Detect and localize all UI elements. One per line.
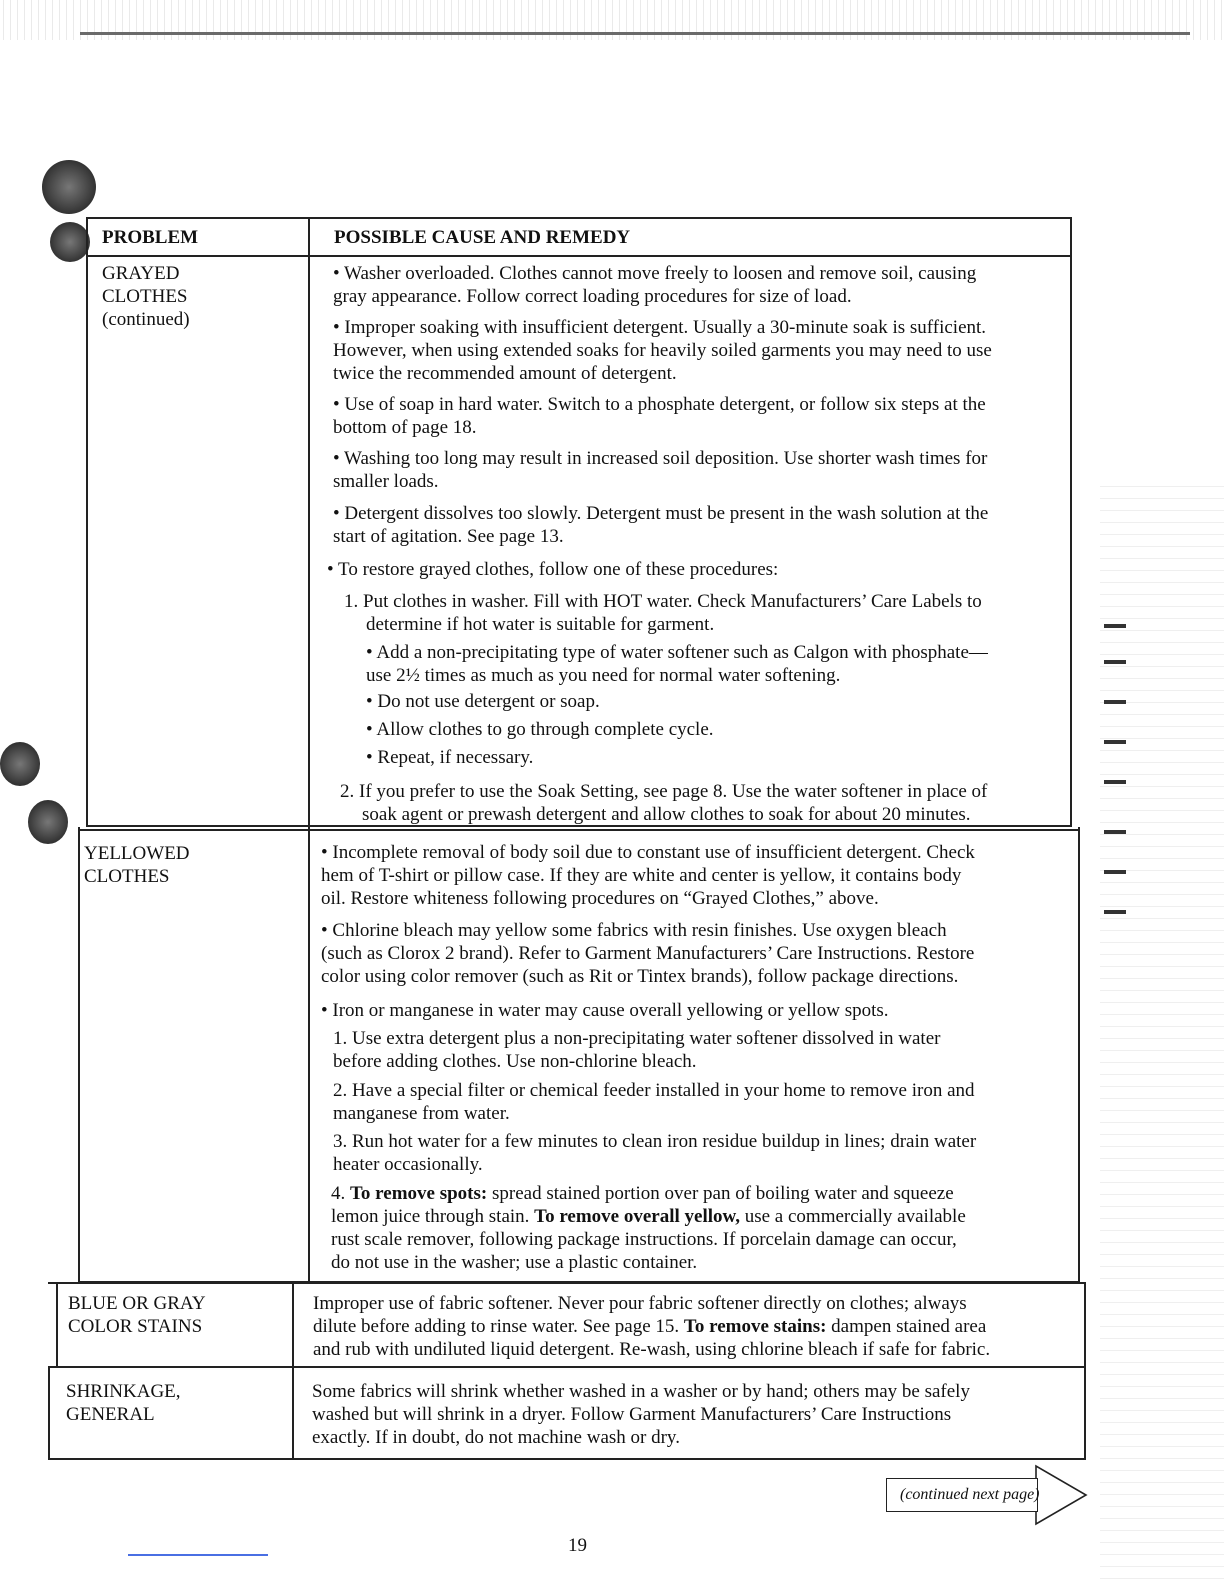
edge-mark bbox=[1104, 910, 1126, 914]
problem-line: (continued) bbox=[102, 309, 190, 330]
remedy-line: Improper use of fabric softener. Never pour fabric softener directly on clothes; always bbox=[313, 1293, 967, 1314]
remedy-line: • Chlorine bleach may yellow some fabrics with resin finishes. Use oxygen bleach bbox=[321, 920, 947, 941]
continued-label: (continued next page) bbox=[900, 1486, 1040, 1503]
remedy-line: manganese from water. bbox=[333, 1103, 510, 1124]
remedy-line: heater occasionally. bbox=[333, 1154, 483, 1175]
remedy-line: 2. Have a special filter or chemical feeder installed in your home to remove iron and bbox=[333, 1080, 975, 1101]
binder-hole-icon bbox=[28, 800, 68, 844]
remedy-line bbox=[313, 1315, 990, 1338]
step-text: dilute before adding to rinse water. See page 15. bbox=[313, 1316, 684, 1337]
restore-sub-cycle bbox=[366, 718, 714, 741]
remedy-line: Some fabrics will shrink whether washed in a washer or by hand; others may be safely bbox=[312, 1381, 970, 1402]
problem-shrinkage bbox=[66, 1380, 181, 1426]
remedy-chlorine bbox=[321, 919, 974, 988]
problem-line: CLOTHES bbox=[102, 286, 188, 307]
remedy-line: rust scale remover, following package instructions. If porcelain damage can occur, bbox=[331, 1229, 957, 1250]
remedy-line: before adding clothes. Use non-chlorine bleach. bbox=[333, 1051, 697, 1072]
remedy-line: • Allow clothes to go through complete cycle. bbox=[366, 719, 714, 740]
problem-line: GENERAL bbox=[66, 1404, 155, 1425]
remedy-line: • Repeat, if necessary. bbox=[366, 747, 534, 768]
step-text: lemon juice through stain. bbox=[331, 1206, 535, 1227]
row-rule bbox=[48, 1366, 1086, 1368]
remedy-line: (such as Clorox 2 brand). Refer to Garment Manufacturers’ Care Instructions. Restore bbox=[321, 943, 975, 964]
remedy-line: and rub with undiluted liquid detergent. Re-wash, using chlorine bleach if safe for fabric. bbox=[313, 1339, 991, 1360]
remedy-body-soil bbox=[321, 841, 975, 910]
problem-line: YELLOWED bbox=[84, 843, 190, 864]
iron-step-3 bbox=[333, 1130, 976, 1176]
arrow-right-icon bbox=[1034, 1462, 1090, 1528]
remedy-line: 1. Put clothes in washer. Fill with HOT water. Check Manufacturers’ Care Labels to bbox=[344, 591, 982, 612]
remedy-line: twice the recommended amount of detergent. bbox=[333, 363, 677, 384]
remedy-line: • Improper soaking with insufficient detergent. Usually a 30-minute soak is sufficient. bbox=[333, 317, 987, 338]
remedy-line: • Detergent dissolves too slowly. Detergent must be present in the wash solution at the bbox=[333, 503, 989, 524]
remedy-overloaded bbox=[333, 262, 976, 308]
column-divider bbox=[308, 219, 310, 825]
remedy-line: hem of T-shirt or pillow case. If they are white and center is yellow, it contains body bbox=[321, 865, 962, 886]
remedy-line: • Washing too long may result in increased soil deposition. Use shorter wash times for bbox=[333, 448, 988, 469]
remedy-line: • Washer overloaded. Clothes cannot move freely to loosen and remove soil, causing bbox=[333, 263, 977, 284]
edge-mark bbox=[1104, 780, 1126, 784]
restore-sub-no-detergent bbox=[366, 690, 600, 713]
restore-step-2 bbox=[340, 780, 987, 826]
edge-mark bbox=[1104, 660, 1126, 664]
problem-yellowed bbox=[84, 842, 190, 888]
remedy-line: use 2½ times as much as you need for normal water softening. bbox=[366, 665, 841, 686]
row-rule bbox=[78, 829, 1080, 831]
bold-text: To remove spots: bbox=[350, 1183, 488, 1204]
remedy-line: exactly. If in doubt, do not machine wash or dry. bbox=[312, 1427, 680, 1448]
edge-mark bbox=[1104, 700, 1126, 704]
binder-hole-icon bbox=[50, 222, 90, 262]
remedy-line: soak agent or prewash detergent and allow clothes to soak for about 20 minutes. bbox=[362, 804, 971, 825]
remedy-line: • Iron or manganese in water may cause overall yellowing or yellow spots. bbox=[321, 1000, 889, 1021]
scan-mark bbox=[128, 1554, 268, 1556]
remedy-line: • Do not use detergent or soap. bbox=[366, 691, 600, 712]
problem-line: SHRINKAGE, bbox=[66, 1381, 181, 1402]
remedy-line: oil. Restore whiteness following procedures on “Grayed Clothes,” above. bbox=[321, 888, 879, 909]
problem-grayed bbox=[102, 262, 190, 331]
iron-step-4 bbox=[331, 1182, 966, 1274]
remedy-line: However, when using extended soaks for heavily soiled garments you may need to use bbox=[333, 340, 992, 361]
restore-sub-softener bbox=[366, 641, 988, 687]
bold-text: To remove overall yellow, bbox=[534, 1206, 740, 1227]
remedy-line: 1. Use extra detergent plus a non-precipitating water softener dissolved in water bbox=[333, 1028, 941, 1049]
remedy-restore-intro bbox=[327, 558, 778, 581]
header-rule bbox=[88, 255, 1070, 257]
remedy-line bbox=[331, 1182, 966, 1205]
top-rule bbox=[80, 32, 1190, 35]
remedy-soaking bbox=[333, 316, 992, 385]
remedy-line: gray appearance. Follow correct loading procedures for size of load. bbox=[333, 286, 852, 307]
edge-mark bbox=[1104, 624, 1126, 628]
bold-text: To remove stains: bbox=[683, 1316, 827, 1337]
remedy-shrinkage bbox=[312, 1380, 970, 1449]
problem-line: GRAYED bbox=[102, 263, 180, 284]
remedy-detergent-slow bbox=[333, 502, 988, 548]
binder-hole-icon bbox=[0, 742, 40, 786]
column-divider bbox=[292, 1282, 294, 1460]
remedy-soap-hard-water bbox=[333, 393, 986, 439]
problem-blue-stains bbox=[68, 1292, 206, 1338]
remedy-line: start of agitation. See page 13. bbox=[333, 526, 564, 547]
problem-line: CLOTHES bbox=[84, 866, 170, 887]
edge-mark bbox=[1104, 830, 1126, 834]
remedy-line: 3. Run hot water for a few minutes to clean iron residue buildup in lines; drain water bbox=[333, 1131, 977, 1152]
remedy-line: • To restore grayed clothes, follow one of these procedures: bbox=[327, 559, 779, 580]
row-edge bbox=[1084, 1282, 1086, 1460]
remedy-line: determine if hot water is suitable for garment. bbox=[366, 614, 715, 635]
remedy-line: • Add a non-precipitating type of water softener such as Calgon with phosphate— bbox=[366, 642, 988, 663]
iron-step-1 bbox=[333, 1027, 940, 1073]
scan-edge-strip bbox=[1100, 480, 1224, 1580]
remedy-line: washed but will shrink in a dryer. Follow Garment Manufacturers’ Care Instructions bbox=[312, 1404, 952, 1425]
step-text: dampen stained area bbox=[826, 1316, 987, 1337]
remedy-iron bbox=[321, 999, 889, 1022]
row-rule bbox=[48, 1282, 1086, 1284]
page-number: 19 bbox=[568, 1535, 587, 1556]
step-text: use a commercially available bbox=[739, 1206, 966, 1227]
problem-line: COLOR STAINS bbox=[68, 1316, 203, 1337]
remedy-line: 2. If you prefer to use the Soak Setting, see page 8. Use the water softener in place of bbox=[340, 781, 988, 802]
remedy-line: • Incomplete removal of body soil due to constant use of insufficient detergent. Check bbox=[321, 842, 975, 863]
restore-step-1 bbox=[344, 590, 982, 636]
column-divider bbox=[308, 827, 310, 1281]
remedy-line: do not use in the washer; use a plastic container. bbox=[331, 1252, 698, 1273]
remedy-line: color using color remover (such as Rit or Tintex brands), follow package directions. bbox=[321, 966, 959, 987]
remedy-line bbox=[331, 1205, 966, 1228]
remedy-washing-too-long bbox=[333, 447, 987, 493]
remedy-fabric-softener bbox=[313, 1292, 990, 1361]
header-problem: PROBLEM bbox=[102, 227, 199, 248]
row-rule bbox=[48, 1458, 1086, 1460]
iron-step-2 bbox=[333, 1079, 975, 1125]
problem-line: BLUE OR GRAY bbox=[68, 1293, 206, 1314]
remedy-line: smaller loads. bbox=[333, 471, 439, 492]
step-text: spread stained portion over pan of boiling water and squeeze bbox=[487, 1183, 954, 1204]
restore-sub-repeat bbox=[366, 746, 533, 769]
edge-mark bbox=[1104, 740, 1126, 744]
step-number: 4. bbox=[331, 1183, 350, 1204]
remedy-line: bottom of page 18. bbox=[333, 417, 477, 438]
remedy-line: • Use of soap in hard water. Switch to a phosphate detergent, or follow six steps at the bbox=[333, 394, 986, 415]
row-edge bbox=[48, 1366, 50, 1460]
edge-mark bbox=[1104, 870, 1126, 874]
row-edge bbox=[56, 1282, 58, 1366]
header-remedy: POSSIBLE CAUSE AND REMEDY bbox=[334, 227, 631, 248]
binder-hole-icon bbox=[42, 160, 96, 214]
